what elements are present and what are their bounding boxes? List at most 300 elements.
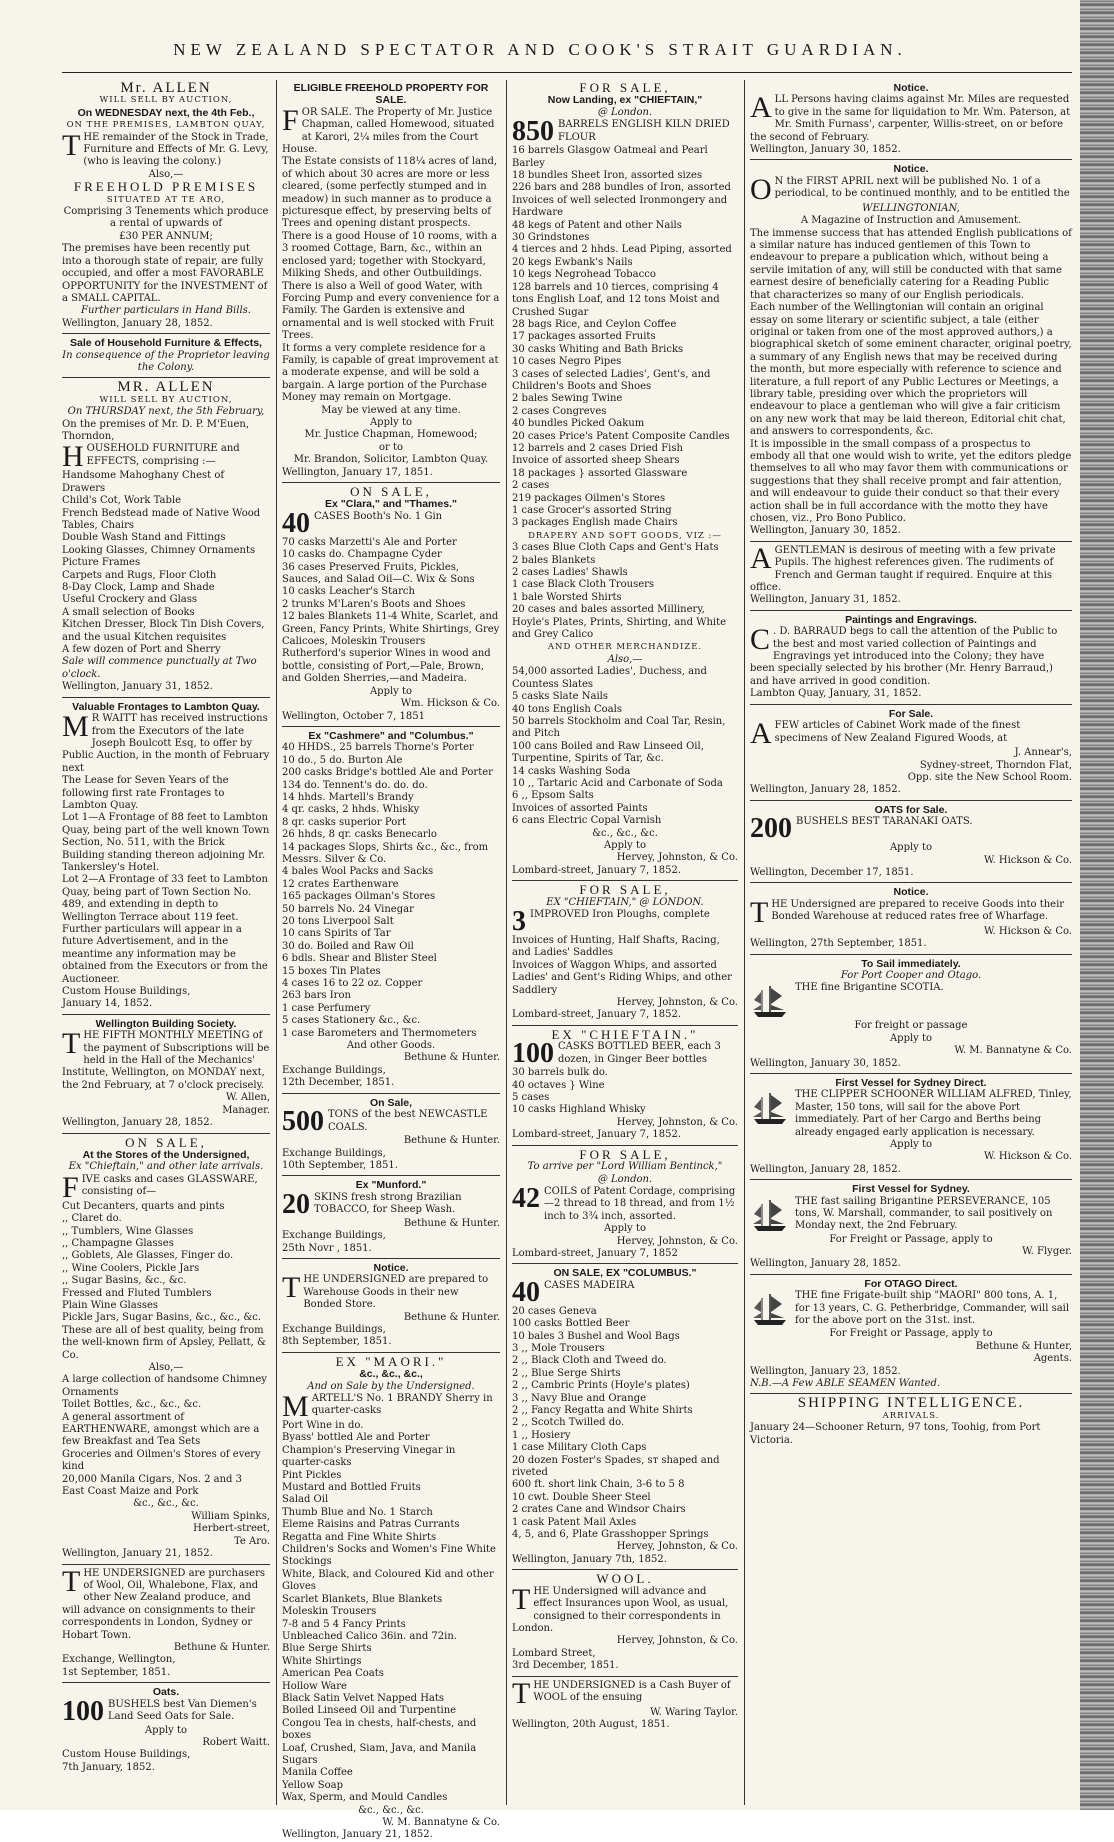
ad-text: BARRELS ENGLISH KILN DRIED FLOUR: [558, 119, 730, 143]
ad-line: Apply to: [889, 1139, 933, 1151]
ad-line: Hollow Ware: [282, 1680, 347, 1692]
ad-line: It forms a very complete residence for a Family, is capable of great improvement at a moderate expense, and will be sold a bargain. A large portion of the Purchase Money may remain on Mortgage.: [282, 342, 499, 404]
ad-line: W. Waring Taylor.: [650, 1706, 738, 1718]
ad-line: 40 HHDS., 25 barrels Thorne's Porter: [282, 742, 474, 754]
ad-separator: [750, 159, 1072, 160]
ad-line: Wellington, January 28, 1852.: [750, 1258, 901, 1270]
ad-separator: [62, 1564, 270, 1565]
ad-text: HE remainder of the Stock in Trade, Furniture and Effects of Mr. G. Levy, (who is leaving the colony.): [83, 131, 269, 168]
ad-line: 14 packages Slops, Shirts &c., &c., from Messrs. Silver & Co.: [282, 841, 489, 865]
ad-line: 2 cases: [512, 480, 550, 492]
advertisement: [62, 701, 270, 1011]
ad-line: 2 ,, Blue Serge Shirts: [512, 1367, 621, 1379]
ad-line: 4 bales Wool Packs and Sacks: [282, 866, 434, 878]
ship-icon: [750, 1198, 790, 1234]
ad-line: Loaf, Crushed, Siam, Java, and Manila Sugars: [282, 1742, 477, 1766]
ad-line: 10 cwt. Double Sheer Steel: [512, 1491, 651, 1503]
ad-line: Custom House Buildings,: [62, 986, 191, 998]
ad-line: Hervey, Johnston, & Co.: [616, 1635, 738, 1647]
ad-title: First Vessel for Sydney Direct.: [835, 1077, 987, 1089]
ad-line: 26 hhds, 8 qr. casks Benecarlo: [282, 829, 437, 841]
ad-line: Pint Pickles: [282, 1469, 342, 1481]
ad-line: 2 cases Ladies' Shawls: [512, 567, 628, 579]
ad-line: Child's Cot, Work Table: [62, 495, 182, 507]
ad-line: 6 ,, Epsom Salts: [512, 790, 594, 802]
quantity-number: 100: [512, 1038, 554, 1070]
ad-text: HE UNDERSIGNED is a Cash Buyer of WOOL of the ensuing: [533, 1679, 731, 1703]
ad-separator: [750, 610, 1072, 611]
advertisement: [750, 1183, 1072, 1271]
ad-title: Paintings and Engravings.: [845, 613, 977, 626]
ad-line: Apply to: [369, 685, 413, 697]
ad-line: For Port Cooper and Otago.: [840, 969, 982, 981]
ad-line: Wellington, January 30, 1852.: [750, 525, 901, 537]
ad-separator: [512, 1569, 738, 1570]
ad-line: 48 kegs of Patent and other Nails: [512, 219, 682, 231]
ad-separator: [282, 1093, 500, 1094]
ad-line: Mustard and Bottled Fruits: [282, 1482, 421, 1494]
ad-line: 12 crates Earthenware: [282, 878, 399, 890]
ad-line: Sale will commence punctually at Two o'clock.: [62, 656, 257, 680]
ad-line: [282, 507, 500, 539]
ad-line: Invoices of Hunting, Half Shafts, Racing, and Ladies' Saddles: [512, 935, 720, 959]
drop-cap: F: [282, 103, 299, 137]
quantity-number: 3: [512, 906, 526, 937]
ad-line: [62, 1027, 270, 1092]
advertisement: [282, 730, 500, 1090]
ad-line: Wellington, January 21, 1852.: [62, 1548, 213, 1560]
ad-line: Wellington, January 30, 1852.: [750, 144, 901, 156]
ad-title: To Sail immediately.: [861, 957, 961, 970]
advertisement: [282, 1262, 500, 1349]
ad-line: For Freight or Passage, apply to: [829, 1233, 993, 1245]
ad-title: Notice.: [893, 163, 929, 176]
ad-line: [282, 1390, 500, 1423]
ad-separator: [62, 377, 270, 378]
ad-separator: [282, 1352, 500, 1353]
advertisement: [282, 82, 500, 479]
ad-line: French Bedstead made of Native Wood: [62, 507, 261, 519]
ad-line: 219 packages Oilmen's Stores: [512, 492, 666, 504]
ad-title: ON SALE,: [350, 484, 432, 499]
advertisement: [512, 1676, 738, 1732]
ad-text: ARTELL'S No. 1 BRANDY Sherry in quarter-casks: [311, 1393, 493, 1417]
ad-line: Wellington, December 17, 1851.: [750, 866, 914, 878]
ad-line: Bethune & Hunter.: [403, 1217, 500, 1229]
ad-line: N.B.—A Few ABLE SEAMEN Wanted.: [750, 1377, 941, 1389]
ad-line: 10 cases Negro Pipes: [512, 356, 622, 368]
ad-line: Bethune & Hunter.: [173, 1641, 270, 1653]
ad-line: [512, 1182, 738, 1223]
ad-line: To arrive per "Lord William Bentinck,": [527, 1161, 723, 1173]
ad-line: Ex "Chieftain," and other late arrivals.: [68, 1161, 264, 1173]
ad-line: Handsome Mahoghany Chest of Drawers: [62, 470, 225, 494]
ad-line: Further particulars in Hand Bills.: [81, 305, 251, 317]
advertisement: [750, 958, 1072, 1070]
ad-line: Ex "Clara," and "Thames.": [325, 498, 457, 511]
column-rule: [744, 80, 745, 1805]
ad-line: Wellington, 20th August, 1851.: [512, 1718, 670, 1730]
ad-line: Apply to: [603, 1223, 647, 1235]
ad-line: At the Stores of the Undersigned,: [82, 1148, 250, 1161]
ad-line: 14 casks Washing Soda: [512, 765, 631, 777]
ad-line: Picture Frames: [62, 557, 141, 569]
ad-line: For Freight or Passage, apply to: [829, 1328, 993, 1340]
ad-line: 70 casks Marzetti's Ale and Porter: [282, 536, 457, 548]
ad-line: 1st September, 1851.: [62, 1666, 171, 1678]
ad-line: [512, 1038, 738, 1070]
drop-cap: A: [750, 541, 772, 575]
ad-line: The immense success that has attended English publications of a similar nature has induced gentlemen of this Town to endeavour to prepare a publication which, without being a servile imitation of any, will still be conducted with that same earnest desire of beneficially catering for a Reading Public that characterizes so many of our English periodicals.: [750, 227, 1072, 301]
ad-line: A large collection of handsome Chimney Ornaments: [62, 1374, 267, 1398]
ad-line: 1 case Perfumery: [282, 1002, 371, 1014]
ad-line: ,, Sugar Basins, &c., &c.: [62, 1275, 187, 1287]
ad-line: William Spinks,: [191, 1510, 270, 1522]
column-rule: [276, 80, 277, 1805]
ad-line: 1 case Military Cloth Caps: [512, 1442, 647, 1454]
ad-line: 54,000 assorted Ladies', Duchess, and Countess Slates: [512, 666, 707, 690]
drop-cap: C: [750, 623, 771, 657]
advertisement: [512, 1146, 738, 1261]
ad-line: 6 cans Electric Copal Varnish: [512, 815, 662, 827]
ad-text: . D. BARRAUD begs to call the attention of the Public to the best and most varied collection of Paintings and Engravings yet introduced into the Colony; they have been specially selected by his brother (Mr. Henry Barraud,) and have arrived in good condition.: [750, 626, 1058, 687]
ad-line: Unbleached Calico 36in. and 72in.: [282, 1630, 457, 1642]
ad-line: 128 barrels and 10 tierces, comprising 4 tons English Loaf, and 12 tons Moist and Crushed Sugar: [512, 281, 720, 318]
ad-line: W. Flyger.: [1022, 1246, 1072, 1258]
ad-line: Bethune & Hunter,: [975, 1340, 1072, 1352]
ad-line: 28 bags Rice, and Ceylon Coffee: [512, 318, 677, 330]
ad-line: 36 cases Preserved Fruits, Pickles, Sauces, and Salad Oil—C. Wix & Sons: [282, 561, 475, 586]
ad-line: 2 trunks M'Laren's Boots and Shoes: [282, 598, 466, 610]
ad-line: A few dozen of Port and Sherry: [62, 644, 221, 656]
ad-line: DRAPERY AND SOFT GOODS, VIZ :—: [528, 530, 722, 541]
ad-line: Black Satin Velvet Napped Hats: [282, 1692, 445, 1704]
ad-line: 4 qr. casks, 2 hhds. Whisky: [282, 804, 420, 816]
ad-text: LL Persons having claims against Mr. Miles are requested to give in the same for liquidation to Mr. Wm. Paterson, at Mr. Smith Furnass', carpenter, Willis-street, on or before the second of February.: [750, 94, 1071, 143]
ad-line: These are all of best quality, being from the well-known firm of Apsley, Pellatt, & Co.: [62, 1324, 266, 1361]
quantity-number: 100: [62, 1695, 104, 1727]
ad-line: 2 ,, Black Cloth and Tweed do.: [512, 1355, 667, 1367]
ad-line: W. Hickson & Co.: [984, 854, 1072, 866]
ad-text: HE UNDERSIGNED are prepared to Warehouse Goods in their new Bonded Store.: [303, 1274, 489, 1311]
ad-separator: [62, 1682, 270, 1683]
quantity-number: 500: [282, 1106, 324, 1138]
column-2: [282, 82, 500, 1841]
ad-line: May be viewed at any time.: [321, 404, 461, 416]
ad-line: [62, 440, 270, 474]
ad-line: Bethune & Hunter.: [403, 1135, 500, 1147]
ad-line: Custom House Buildings,: [62, 1749, 191, 1761]
ad-line: 1 case Barometers and Thermometers: [282, 1027, 477, 1039]
ad-line: Sydney-street, Thorndon Flat,: [919, 759, 1072, 771]
ad-line: ,, Goblets, Ale Glasses, Finger do.: [62, 1250, 234, 1262]
advertisement: [512, 82, 738, 877]
ad-title: Notice.: [893, 886, 929, 899]
ad-line: Lot 2—A Frontage of 33 feet to Lambton Quay, being part of Town Section No. 489, and extending in depth to Wellington Terrace about 119 feet.: [62, 874, 269, 923]
ad-separator: [282, 482, 500, 483]
ad-text: HE FIFTH MONTHLY MEETING of the payment of Subscriptions will be held in the Hall of the Mechanics' Institute, Wellington, on MONDAY next, the 2nd February, at 7 o'clock precisely.: [62, 1030, 270, 1091]
advertisement: [750, 1397, 1072, 1447]
ad-line: [750, 172, 1072, 206]
ad-text: OUSEHOLD FURNITURE and EFFECTS, comprising :—: [86, 443, 240, 467]
ad-line: 4 tierces and 2 hhds. Lead Piping, assorted: [512, 244, 732, 256]
ad-line: 5 cases: [512, 1092, 550, 1104]
ad-line: 2 bales Sewing Twine: [512, 393, 623, 405]
ad-line: W. Hickson & Co.: [984, 925, 1072, 937]
ad-line: 226 bars and 288 bundles of Iron, assorted: [512, 182, 731, 194]
ad-separator: [62, 1014, 270, 1015]
ad-line: In consequence of the Proprietor leaving the Colony.: [62, 349, 270, 373]
advertisement: [62, 1686, 270, 1774]
ad-title: Ex "Cashmere" and "Columbus.": [308, 729, 474, 742]
ad-line: [282, 103, 500, 157]
ad-text: THE CLIPPER SCHOONER WILLIAM ALFRED, Tinley, Master, 150 tons, will sail for the above Port immediately. Part of her Cargo and Berths being already engaged early application is necessary.: [795, 1089, 1072, 1138]
ad-title: Notice.: [373, 1261, 409, 1274]
ad-line: 18 bundles Sheet Iron, assorted sizes: [512, 170, 703, 182]
ad-separator: [750, 1274, 1072, 1275]
ad-line: Cut Decanters, quarts and pints: [62, 1200, 225, 1212]
ad-line: Hervey, Johnston, & Co.: [616, 1235, 738, 1247]
quantity-number: 200: [750, 813, 792, 845]
ad-line: W. Allen,: [225, 1092, 270, 1104]
advertisement: [512, 1026, 738, 1142]
ad-line: [750, 541, 1072, 595]
ad-line: Also,—: [148, 168, 184, 180]
ad-line: Mr. Brandon, Solicitor, Lambton Quay.: [293, 454, 489, 466]
ad-line: 1 case Grocer's assorted String: [512, 505, 672, 516]
ad-line: Kitchen Dresser, Block Tin Dish Covers, and the usual Kitchen requisites: [62, 619, 265, 643]
ad-line: WILL SELL BY AUCTION,: [99, 95, 233, 106]
ad-separator: [512, 1676, 738, 1677]
column-1: [62, 82, 270, 1802]
ad-line: East Coast Maize and Pork: [62, 1486, 199, 1498]
ad-line: Invoices of Waggon Whips, and assorted Ladies' and Gent's Riding Whips, and other Saddlery: [512, 959, 732, 996]
drop-cap: F: [62, 1170, 79, 1204]
ad-line: 2 crates Cane and Windsor Chairs: [512, 1504, 686, 1516]
ad-line: Robert Waitt.: [202, 1736, 270, 1748]
ad-line: 10 cans Spirits of Tar: [282, 928, 391, 940]
quantity-number: 40: [282, 507, 310, 539]
drop-cap: T: [750, 895, 769, 929]
ad-text: BUSHELS BEST TARANAKI OATS.: [796, 816, 973, 828]
ad-title: On Sale,: [369, 1096, 412, 1109]
ad-line: 165 packages Oilman's Stores: [282, 891, 436, 903]
ad-line: Also,—: [148, 1362, 184, 1373]
ad-line: 20 dozen Foster's Spades, sт shaped and riveted: [512, 1454, 720, 1479]
ad-line: [750, 895, 1072, 929]
column-3: [512, 82, 738, 1802]
ad-line: 5 casks Slate Nails: [512, 691, 608, 703]
ad-separator: [750, 1179, 1072, 1180]
ad-line: And other Goods.: [346, 1040, 436, 1052]
ad-line: Yellow Soap: [282, 1779, 344, 1791]
ad-text: THE fast sailing Brigantine PERSEVERANCE, 105 tons, W. Marshall, commander, to sail positively on Monday next, the 2nd February.: [795, 1195, 1053, 1232]
ad-text: R WAITT has received instructions from the Executors of the late Joseph Boulcott Esq, to offer by Public Auction, in the month of February next: [62, 713, 270, 774]
ad-line: Apply to: [603, 839, 647, 851]
ad-text: CASES Booth's No. 1 Gin: [314, 510, 443, 522]
ad-line: &c., &c., &c.: [133, 1498, 199, 1510]
ad-title: WOOL.: [596, 1571, 654, 1587]
ad-line: Wellington, January 28, 1852.: [62, 1117, 213, 1129]
advertisement: [282, 1179, 500, 1255]
ad-line: Useful Crockery and Glass: [62, 594, 198, 606]
ad-line: 7-8 and 5 4 Fancy Prints: [282, 1618, 406, 1630]
ad-line: The Estate consists of 118¼ acres of land, of which about 30 acres are more or less cleared, (some perfectly stumped and in meadow) in such manner as to produce a picturesque effect, by preserving belts of Trees and opening distant prospects.: [282, 156, 498, 230]
ad-line: 20 tons Liverpool Salt: [282, 916, 394, 927]
ad-line: 17 packages assorted Fruits: [512, 331, 656, 343]
ad-separator: [512, 880, 738, 881]
advertisement: [62, 381, 270, 693]
ship-icon: [750, 1091, 790, 1127]
ad-line: Now Landing, ex "CHIEFTAIN,": [547, 94, 703, 107]
masthead-rule: [62, 72, 1072, 73]
ad-line: [62, 1170, 270, 1204]
ad-line: Invoices of well selected Ironmongery and Hardware: [512, 194, 728, 219]
ad-line: Groceries and Oilmen's Stores of every kind: [62, 1448, 261, 1473]
ad-text: BUSHELS best Van Diemen's Land Seed Oats for Sale.: [108, 1698, 257, 1722]
advertisement: [282, 486, 500, 723]
ad-title: Sale of Household Furniture & Effects,: [70, 337, 262, 350]
advertisement: [62, 337, 270, 374]
ad-line: 14 hhds. Martell's Brandy: [282, 791, 414, 803]
ad-separator: [750, 1073, 1072, 1074]
ad-line: 40 bundles Picked Oakum: [512, 418, 645, 430]
ad-line: [282, 1188, 500, 1220]
ad-text: CASKS BOTTLED BEER, each 3 dozen, in Ginger Beer bottles: [558, 1041, 721, 1065]
ad-line: 40 octaves } Wine: [512, 1079, 605, 1091]
drop-cap: T: [62, 128, 81, 162]
advertisement: [750, 82, 1072, 156]
ad-line: ,, Tumblers, Wine Glasses: [62, 1225, 194, 1237]
advertisement: [750, 1077, 1072, 1176]
ad-line: Te Aro.: [233, 1535, 270, 1547]
ad-line: Hervey, Johnston, & Co.: [616, 1116, 738, 1128]
ad-title: FOR SALE,: [579, 882, 671, 898]
drop-cap: T: [282, 1271, 301, 1305]
ship-icon: [750, 1292, 790, 1328]
drop-cap: M: [62, 710, 89, 744]
advertisement: [750, 614, 1072, 701]
ad-line: ,, Wine Coolers, Pickle Jars: [62, 1262, 200, 1274]
ad-line: @ London.: [597, 106, 653, 118]
ad-line: 50 barrels Stockholm and Coal Tar, Resin, and Pitch: [512, 715, 726, 740]
ad-line: Scarlet Blankets, Blue Blankets: [282, 1593, 443, 1605]
ad-line: January 24—Schooner Return, 97 tons, Toohig, from Port Victoria.: [750, 1422, 1041, 1446]
ad-line: [62, 128, 270, 169]
ad-title: MR. ALLEN: [117, 379, 215, 396]
ad-line: Wellington, January 7th, 1852.: [512, 1553, 667, 1565]
ad-line: Wellington, January 23, 1852.: [750, 1365, 901, 1377]
ad-text: HE Undersigned are prepared to receive Goods into their Bonded Warehouse at reduced rates free of Wharfage.: [771, 898, 1065, 923]
ad-line: W. Hickson & Co.: [984, 1151, 1072, 1163]
ad-line: Wellington, January 21, 1852.: [282, 1829, 433, 1841]
ad-separator: [282, 1175, 500, 1176]
ad-line: [512, 1676, 738, 1710]
ad-line: Hervey, Johnston, & Co.: [616, 852, 738, 864]
ad-line: 8th September, 1851.: [282, 1336, 392, 1348]
ad-separator: [750, 882, 1072, 883]
ad-text: SKINS fresh strong Brazilian TOBACCO, for Sheep Wash.: [314, 1191, 462, 1216]
ad-separator: [512, 1145, 738, 1146]
ad-line: Exchange Buildings,: [282, 1323, 386, 1335]
masthead: NEW ZEALAND SPECTATOR AND COOK'S STRAIT GUARDIAN.: [173, 40, 907, 59]
ad-line: 10 do., 5 do. Burton Ale: [282, 754, 403, 766]
ad-line: Congou Tea in chests, half-chests, and boxes: [282, 1717, 477, 1742]
ad-line: £30 PER ANNUM;: [119, 230, 213, 242]
ad-title: Wellington Building Society.: [95, 1017, 237, 1030]
ad-line: 12 barrels and 2 cases Dried Fish: [512, 442, 683, 454]
ad-title: Notice.: [893, 82, 929, 94]
ad-line: [750, 91, 1072, 144]
ad-line: Port Wine in do.: [282, 1420, 364, 1431]
ad-line: Salad Oil: [282, 1494, 329, 1506]
ad-separator: [62, 1133, 270, 1134]
ad-line: &c., &c., &c.,: [359, 1368, 423, 1381]
ad-line: 30 barrels bulk do.: [512, 1067, 608, 1079]
ad-text: GENTLEMAN is desirous of meeting with a few private Pupils. The highest references given. The rudiments of French and German taught if required. Enquire at this office.: [750, 544, 1056, 594]
ad-text: THE fine Brigantine SCOTIA.: [795, 982, 944, 994]
ad-text: TONS of the best NEWCASTLE COALS.: [328, 1109, 488, 1133]
ad-line: The Lease for Seven Years of the following first rate Frontages to Lambton Quay.: [62, 775, 229, 811]
ad-line: [750, 717, 1072, 751]
advertisement: [750, 804, 1072, 880]
ad-line: Rutherford's superior Wines in wood and bottle, consisting of Port,—Pale, Brown, and Golden Sherries,—and Madeira.: [282, 648, 491, 685]
ad-text: OR SALE. The Property of Mr. Justice Chapman, called Homewood, situated at Karori, 2¼ miles from the Court House.: [282, 106, 495, 156]
ad-line: [62, 710, 270, 775]
ad-line: [750, 813, 1072, 845]
column-4: [750, 82, 1072, 1802]
ad-line: 20 cases Geneva: [512, 1305, 597, 1317]
advertisement: [62, 1134, 270, 1561]
ad-line: Moleskin Trousers: [282, 1606, 377, 1618]
ad-line: or to: [378, 441, 404, 453]
ad-title: Oats.: [152, 1686, 180, 1699]
ad-line: Exchange Buildings,: [282, 1147, 386, 1159]
ad-line: Lot 1—A Frontage of 88 feet to Lambton Quay, being part of the well known Town Section, No. 511, with the Brick Building standing thereon adjoining Mr. Tankersley's Hotel.: [62, 812, 270, 873]
ad-line: 16 barrels Glasgow Oatmeal and Pearl Barley: [512, 145, 708, 169]
ad-line: Blue Serge Shirts: [282, 1643, 372, 1655]
drop-cap: T: [62, 1564, 81, 1598]
ad-line: Carpets and Rugs, Floor Cloth: [62, 569, 217, 581]
advertisement: [750, 163, 1072, 537]
ad-line: 3 packages English made Chairs: [512, 517, 678, 529]
ad-line: 15 boxes Tin Plates: [282, 965, 381, 977]
ad-line: A Magazine of Instruction and Amusement.: [800, 215, 1022, 227]
ad-line: EX "CHIEFTAIN," @ LONDON.: [546, 896, 704, 908]
ad-text: IVE casks and cases GLASSWARE, consisting of—: [81, 1173, 258, 1198]
ad-line: Plain Wine Glasses: [62, 1299, 159, 1311]
ad-title: For Sale.: [888, 707, 934, 720]
ad-line: Lombard-street, January 7, 1852.: [512, 864, 681, 876]
ad-line: [750, 623, 1072, 688]
ad-line: Thumb Blue and No. 1 Starch: [282, 1506, 433, 1518]
ad-title: Mr. ALLEN: [120, 80, 212, 96]
advertisement: [750, 708, 1072, 797]
drop-cap: O: [750, 172, 772, 206]
ad-line: 100 casks Bottled Beer: [512, 1318, 630, 1330]
ad-line: Herbert-street,: [193, 1523, 270, 1535]
ad-line: Hervey, Johnston, & Co.: [616, 1541, 738, 1553]
ad-separator: [750, 1393, 1072, 1394]
ad-line: 30 do. Boiled and Raw Oil: [282, 940, 414, 952]
advertisement: [512, 1573, 738, 1672]
ad-line: Byass' bottled Ale and Porter: [282, 1432, 430, 1444]
ad-line: [512, 906, 738, 937]
ad-line: 10 casks do. Champagne Cyder: [282, 549, 442, 561]
ad-line: [512, 1276, 738, 1308]
ad-separator: [62, 697, 270, 698]
ad-line: [62, 1564, 270, 1642]
